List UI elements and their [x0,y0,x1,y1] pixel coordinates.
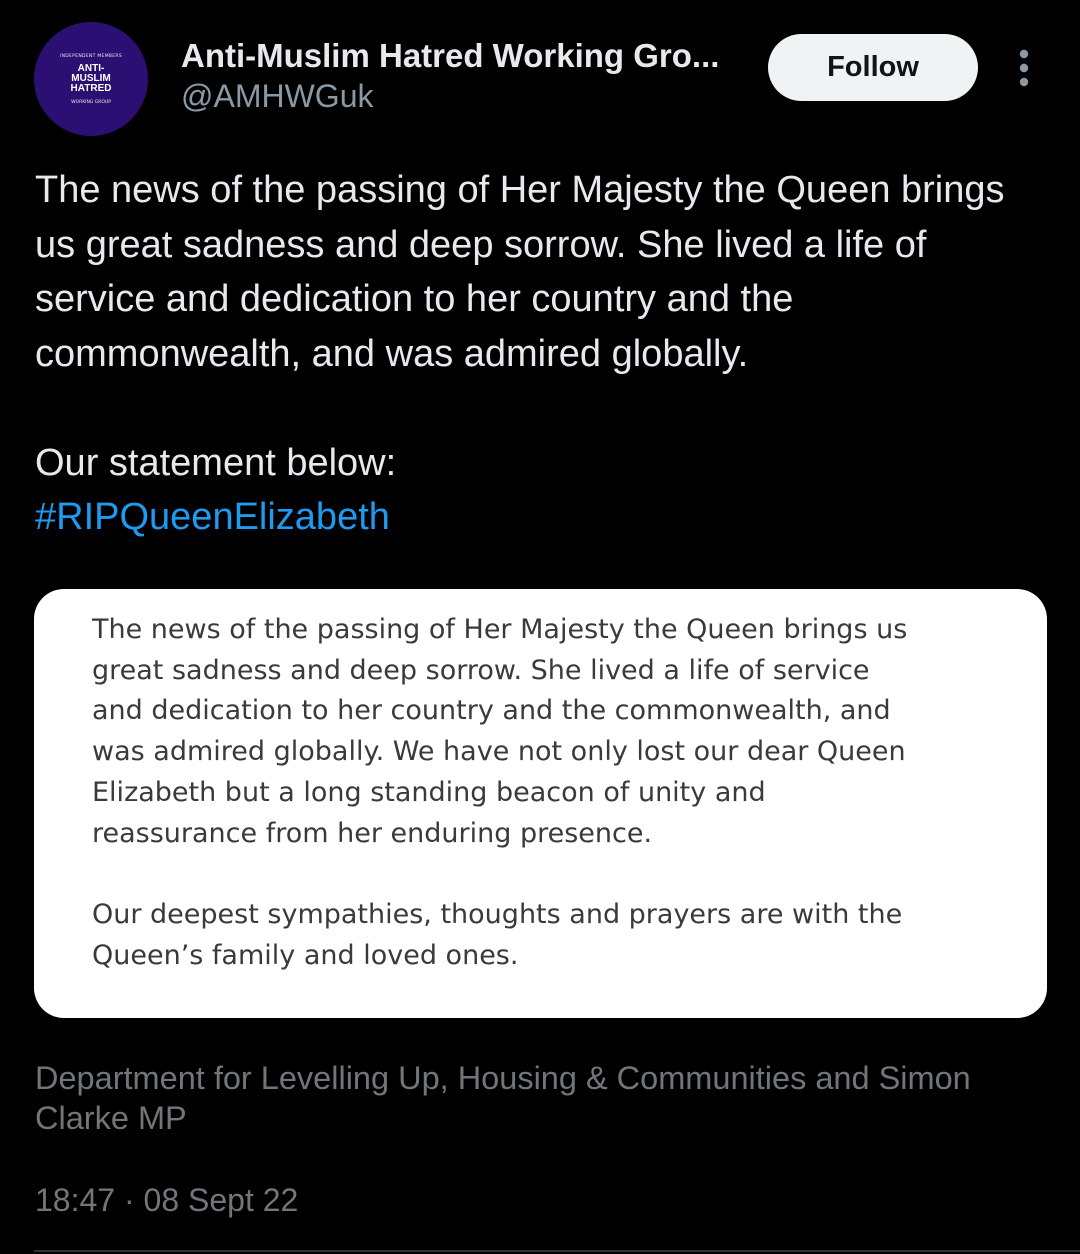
tweet-text [35,163,1045,545]
avatar-line-1: ANTI- [77,62,105,74]
statement-spacer [92,854,1007,895]
paragraph-spacer [35,381,1045,436]
tweet-paragraph-2: Our statement below: [35,441,397,484]
statement-line: reassurance from her enduring presence. [92,817,653,849]
image-attribution: Department for Levelling Up, Housing & Communities and Simon Clarke MP [35,1060,971,1136]
account-display-name[interactable]: Anti-Muslim Hatred Working Gro... [181,37,720,74]
account-handle[interactable]: @AMHWGuk [181,78,374,114]
avatar-line-3: HATRED [70,82,112,94]
hashtag-link[interactable]: #RIPQueenElizabeth [35,496,390,538]
avatar-line-2: MUSLIM [71,72,111,84]
more-options-button[interactable] [1004,46,1044,90]
avatar-top-text: INDEPENDENT MEMBERS [59,53,122,59]
statement-line: great sadness and deep sorrow. She lived a life of service [92,654,870,686]
more-vertical-icon [1018,48,1030,88]
divider [34,1250,1080,1252]
follow-button[interactable]: Follow [768,34,978,101]
statement-line: Queen’s family and loved ones. [92,939,519,971]
statement-line: The news of the passing of Her Majesty the Queen brings us [92,614,908,645]
avatar-bottom-text: WORKING GROUP [71,99,111,105]
statement-line: and dedication to her country and the commonwealth, and [92,695,891,727]
statement-line: was admired globally. We have not only lost our dear Queen [92,736,906,768]
tweet-timestamp[interactable]: 18:47 · 08 Sept 22 [35,1182,299,1218]
tweet-header [0,0,1080,150]
statement-line: Elizabeth but a long standing beacon of unity and [92,776,766,808]
statement-image[interactable] [34,589,1047,1018]
account-avatar[interactable] [34,22,148,136]
statement-line: Our deepest sympathies, thoughts and prayers are with the [92,898,903,930]
tweet-paragraph-1: The news of the passing of Her Majesty the Queen brings us great sadness and deep sorrow. She lived a life of service and dedication to her country and the commonwealth, and was admired globally. [35,169,1005,375]
